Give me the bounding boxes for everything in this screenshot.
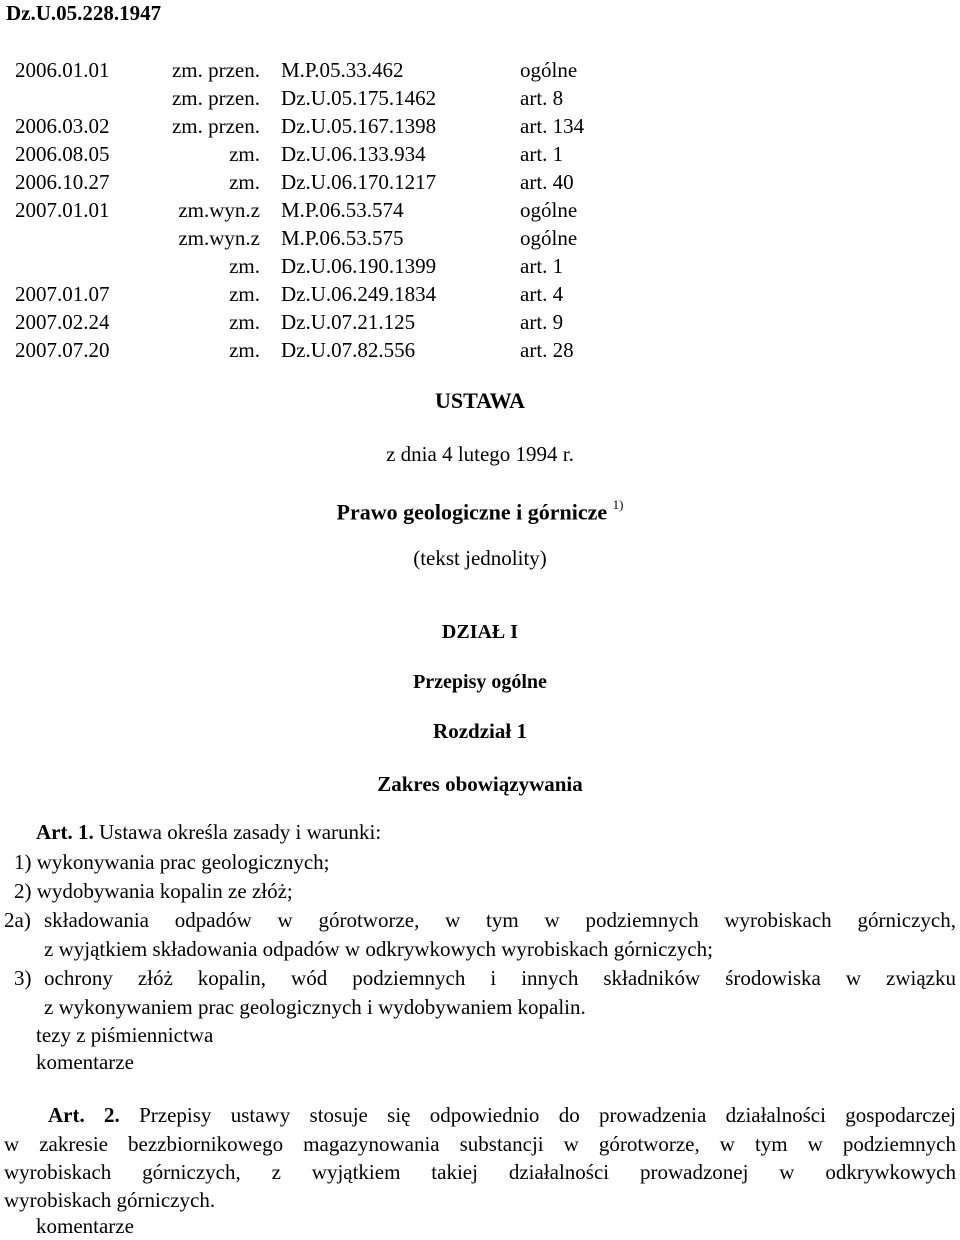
item-text: ochrony złóż kopalin, wód podziemnych i innych składników środowiska w związku — [44, 966, 956, 990]
amendment-type: zm. przen. — [171, 114, 260, 138]
amendment-scope: art. 1 — [520, 254, 564, 278]
amendment-date: 2007.07.20 — [15, 338, 110, 362]
amendment-row — [0, 336, 960, 364]
amendments-table — [0, 56, 960, 364]
item-text: wykonywania prac geologicznych; — [36, 850, 330, 874]
act-title — [0, 492, 960, 527]
amendment-source[interactable]: Dz.U.05.167.1398 — [281, 114, 437, 138]
amendment-source[interactable]: M.P.06.53.574 — [281, 198, 404, 222]
amendment-date: 2007.02.24 — [15, 310, 110, 334]
chapter-title: Zakres obowiązywania — [377, 772, 583, 796]
amendment-row — [0, 224, 960, 252]
amendment-type: zm.wyn.z — [178, 198, 260, 222]
art1-item-3-line1 — [44, 964, 956, 992]
art2-label: Art. 2. — [48, 1103, 120, 1127]
act-type: USTAWA — [434, 388, 526, 413]
amendment-scope: art. 4 — [520, 282, 564, 306]
document-id: Dz.U.05.228.1947 — [6, 1, 162, 25]
amendment-date: 2007.01.07 — [15, 282, 110, 306]
amendment-scope: art. 28 — [520, 338, 574, 362]
amendment-source[interactable]: Dz.U.06.170.1217 — [281, 170, 437, 194]
item-number: 2) — [14, 879, 32, 903]
amendment-date: 2006.10.27 — [15, 170, 110, 194]
part-title: Przepisy ogólne — [413, 671, 547, 693]
art1-item-2 — [14, 877, 293, 905]
amendment-date: 2006.03.02 — [15, 114, 110, 138]
amendment-scope: art. 8 — [520, 86, 564, 110]
amendment-scope: ogólne — [520, 58, 578, 82]
amendment-source[interactable]: M.P.05.33.462 — [281, 58, 404, 82]
amendment-scope: ogólne — [520, 226, 578, 250]
amendment-date: 2006.01.01 — [15, 58, 110, 82]
art2-text: Przepisy ustawy stosuje się odpowiednio do prowadzenia działalności gospodarczej — [119, 1103, 956, 1127]
amendment-row — [0, 140, 960, 168]
art1-item-1 — [14, 848, 329, 876]
art1-item-3-num: 3) — [14, 966, 32, 990]
footnote-marker[interactable]: 1) — [612, 497, 624, 512]
art2-text: wyrobiskach górniczych, z wyjątkiem takiej działalności prowadzonej w odkrywkowych — [4, 1160, 956, 1184]
art1-intro — [36, 818, 381, 846]
art1-item-3-line2: z wykonywaniem prac geologicznych i wydobywaniem kopalin. — [44, 995, 586, 1019]
theses-link[interactable]: tezy z piśmiennictwa — [36, 1023, 214, 1047]
amendment-source[interactable]: Dz.U.05.175.1462 — [281, 86, 437, 110]
amendment-source[interactable]: M.P.06.53.575 — [281, 226, 404, 250]
amendment-type: zm. — [229, 338, 260, 362]
act-title-text: Prawo geologiczne i górnicze — [336, 499, 608, 525]
amendment-type: zm. przen. — [171, 86, 260, 110]
amendment-source[interactable]: Dz.U.06.190.1399 — [281, 254, 437, 278]
amendment-type: zm.wyn.z — [178, 226, 260, 250]
act-date: z dnia 4 lutego 1994 r. — [386, 442, 574, 466]
amendment-scope: art. 134 — [520, 114, 585, 138]
amendment-type: zm. — [229, 282, 260, 306]
item-number: 1) — [14, 850, 32, 874]
art1-item-2a-line2: z wyjątkiem składowania odpadów w odkrywkowych wyrobiskach górniczych; — [44, 937, 713, 961]
chapter-heading: Rozdział 1 — [433, 719, 527, 743]
act-note: (tekst jednolity) — [413, 546, 547, 570]
amendment-source[interactable]: Dz.U.07.21.125 — [281, 310, 416, 334]
amendment-row — [0, 112, 960, 140]
amendment-type: zm. — [229, 170, 260, 194]
amendment-type: zm. — [229, 310, 260, 334]
amendment-row — [0, 196, 960, 224]
amendment-scope: ogólne — [520, 198, 578, 222]
amendment-type: zm. — [229, 254, 260, 278]
amendment-scope: art. 40 — [520, 170, 574, 194]
amendment-source[interactable]: Dz.U.07.82.556 — [281, 338, 416, 362]
amendment-row — [0, 56, 960, 84]
art1-item-2a-num: 2a) — [4, 908, 31, 932]
art1-label: Art. 1. — [36, 820, 94, 844]
amendment-row — [0, 252, 960, 280]
art2-line2 — [4, 1130, 956, 1158]
art1-intro-text: Ustawa określa zasady i warunki: — [93, 820, 382, 844]
item-text: składowania odpadów w górotworze, w tym w podziemnych wyrobiskach górniczych, — [44, 908, 956, 932]
art2-line3 — [4, 1158, 956, 1186]
comments-link[interactable]: komentarze — [36, 1050, 134, 1074]
amendment-row — [0, 84, 960, 112]
amendment-date: 2006.08.05 — [15, 142, 110, 166]
part-heading: DZIAŁ I — [441, 621, 519, 643]
item-text: wydobywania kopalin ze złóż; — [36, 879, 293, 903]
amendment-date: 2007.01.01 — [15, 198, 110, 222]
art2-line4: wyrobiskach górniczych. — [4, 1188, 216, 1212]
amendment-source[interactable]: Dz.U.06.133.934 — [281, 142, 426, 166]
art2-text: w zakresie bezzbiornikowego magazynowania substancji w górotworze, w tym w podziemnych — [4, 1132, 956, 1156]
amendment-row — [0, 280, 960, 308]
amendment-row — [0, 168, 960, 196]
art1-item-2a-line1 — [44, 906, 956, 934]
amendment-scope: art. 9 — [520, 310, 564, 334]
amendment-type: zm. przen. — [171, 58, 260, 82]
comments-link[interactable]: komentarze — [36, 1214, 134, 1238]
amendment-source[interactable]: Dz.U.06.249.1834 — [281, 282, 437, 306]
amendment-type: zm. — [229, 142, 260, 166]
art2-line1 — [48, 1101, 956, 1129]
amendment-row — [0, 308, 960, 336]
amendment-scope: art. 1 — [520, 142, 564, 166]
